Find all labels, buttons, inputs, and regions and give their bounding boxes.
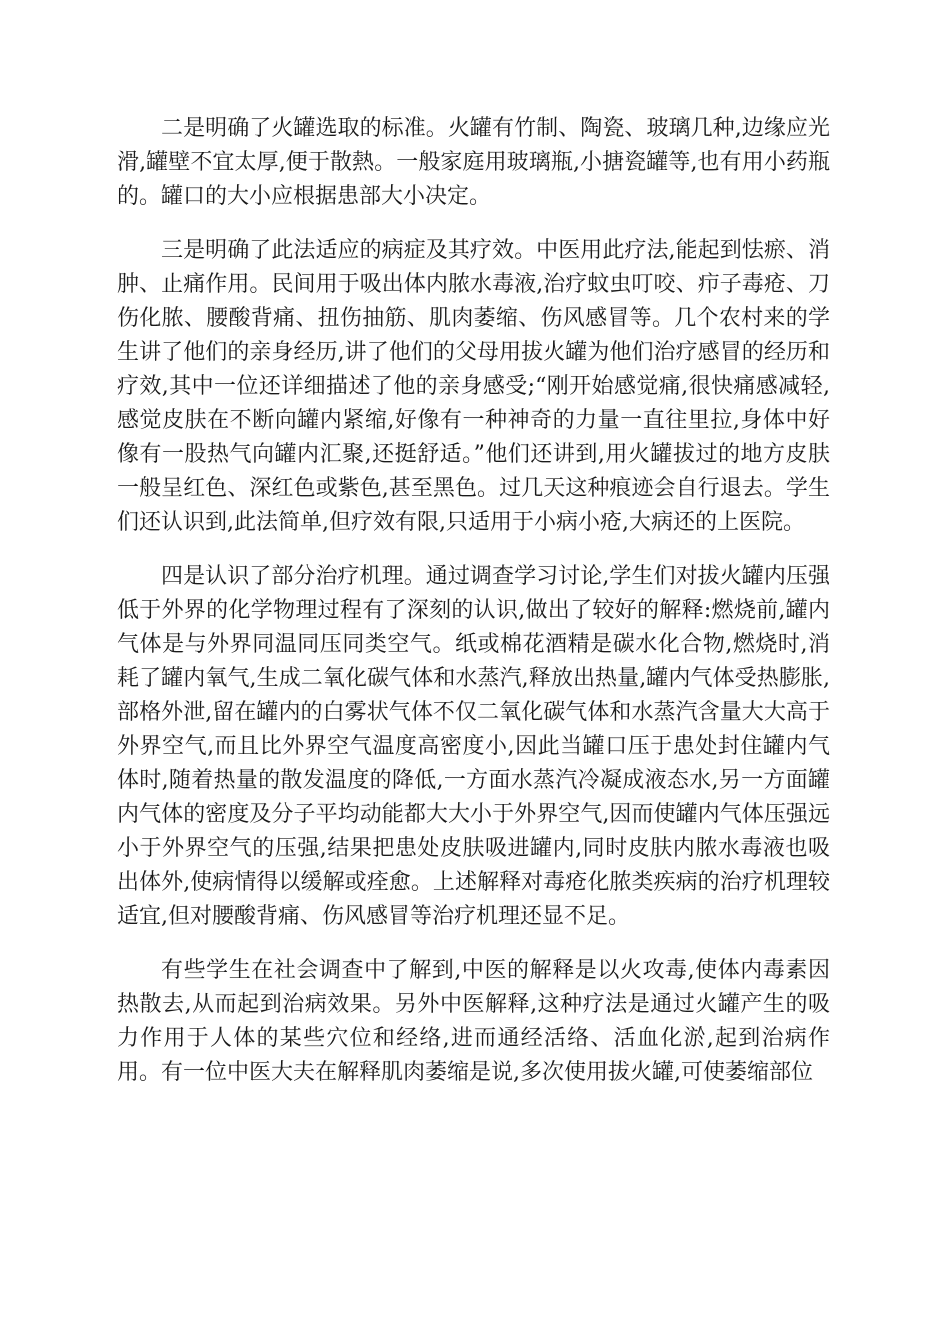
paragraph-indications-effects: 三是明确了此法适应的病症及其疗效。中医用此疗法,能起到怯瘀、消肿、止痛作用。民间用于吸出体内脓水毒液,治疗蚊虫叮咬、疖子毒疮、刀伤化脓、腰酸背痛、扭伤抽筋、肌肉萎缩、伤风感冒等。几个农村来的学生讲了他们的亲身经历,讲了他们的父母用拔火罐为他们治疗感冒的经历和疗效,其中一位还详细描述了他的亲身感受;“刚开始感觉痛,很快痛感减轻,感觉皮肤在不断向罐内紧缩,好像有一种神奇的力量一直往里拉,身体中好像有一股热气向罐内汇聚,还挺舒适。”他们还讲到,用火罐拔过的地方皮肤一般呈红色、深红色或紫色,甚至黑色。过几天这种痕迹会自行退去。学生们还认识到,此法简单,但疗效有限,只适用于小病小疮,大病还的上医院。 [117, 238, 830, 535]
paragraph-treatment-mechanism: 四是认识了部分治疗机理。通过调查学习讨论,学生们对拔火罐内压强低于外界的化学物理过程有了深刻的认识,做出了较好的解释:燃烧前,罐内气体是与外界同温同压同类空气。纸或棉花酒精是碳水化合物,燃烧时,消耗了罐内氧气,生成二氧化碳气体和水蒸汽,释放出热量,罐内气体受热膨胀,部格外泄,留在罐内的白雾状气体不仅二氧化碳气体和水蒸汽含量大大高于外界空气,而且比外界空气温度高密度小,因此当罐口压于患处封住罐内气体时,随着热量的散发温度的降低,一方面水蒸汽冷凝成液态水,另一方面罐内气体的密度及分子平均动能都大大小于外界空气,因而使罐内气体压强远小于外界空气的压强,结果把患处皮肤吸进罐内,同时皮肤内脓水毒液也吸出体外,使病情得以缓解或痊愈。上述解释对毒疮化脓类疾病的治疗机理较适宜,但对腰酸背痛、伤风感冒等治疗机理还显不足。 [117, 564, 830, 929]
paragraph-tcm-explanation: 有些学生在社会调查中了解到,中医的解释是以火攻毒,使体内毒素因热散去,从而起到治病效果。另外中医解释,这种疗法是通过火罐产生的吸力作用于人体的某些穴位和经络,进而通经活络、活血化淤,起到治病作用。有一位中医大夫在解释肌肉萎缩是说,多次使用拔火罐,可使萎缩部位 [117, 958, 830, 1085]
paragraph-selection-standard: 二是明确了火罐选取的标准。火罐有竹制、陶瓷、玻璃几种,边缘应光滑,罐壁不宜太厚,便于散熱。一般家庭用玻璃瓶,小搪瓷罐等,也有用小药瓶的。罐口的大小应根据患部大小决定。 [117, 116, 830, 209]
document-body [117, 112, 830, 1110]
